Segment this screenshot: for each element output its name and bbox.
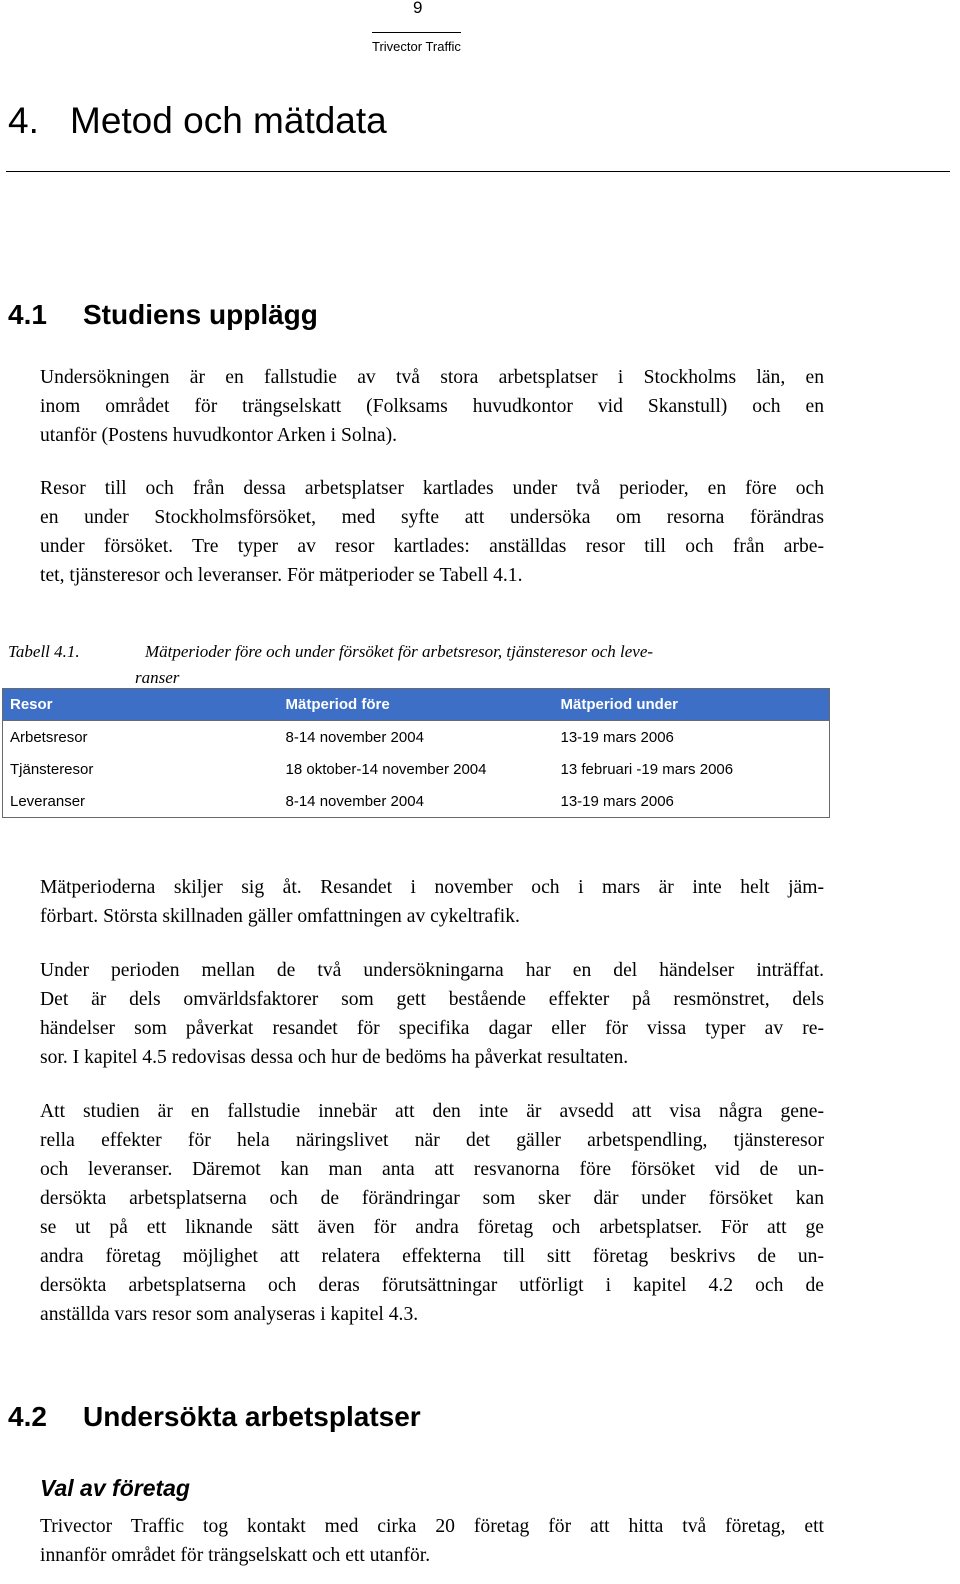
paragraph-line: tet, tjänsteresor och leveranser. För mätperioder se Tabell 4.1.	[40, 565, 523, 586]
paragraph-line: sor. I kapitel 4.5 redovisas dessa och hur de bedöms ha påverkat resultaten.	[40, 1047, 629, 1068]
table-cell: Leveranser	[10, 792, 86, 810]
table-cell: Arbetsresor	[10, 728, 88, 746]
table-row	[3, 721, 830, 754]
paragraph-line: Det är dels omvärldsfaktorer som gett bestående effekter på resmönstret, dels	[40, 989, 824, 1010]
paragraph-skillnader	[40, 873, 824, 931]
paragraph-val-av-foretag	[40, 1512, 824, 1570]
paragraph-line: dersökta arbetsplatserna och de förändringar som sker där under försöket kan	[40, 1188, 824, 1209]
paragraph-line: utanför (Postens huvudkontor Arken i Solna).	[40, 425, 398, 446]
paragraph-intro	[40, 363, 824, 450]
paragraph-line: Mätperioderna skiljer sig åt. Resandet i november och i mars är inte helt jäm-	[40, 877, 824, 898]
header-rule	[372, 32, 461, 33]
section-title: Undersökta arbetsplatser	[83, 1401, 421, 1432]
page-number: 9	[413, 0, 423, 17]
paragraph-line: se ut på ett liknande sätt även för andra företag och arbetsplatser. För att ge	[40, 1217, 824, 1238]
paragraph-resor	[40, 474, 824, 590]
paragraph-line: innanför området för trängselskatt och ett utanför.	[40, 1545, 431, 1566]
running-title: Trivector Traffic	[372, 39, 461, 54]
paragraph-line: Att studien är en fallstudie innebär att den inte är avsedd att visa några gene-	[40, 1101, 824, 1122]
column-header-fore: Mätperiod före	[279, 689, 554, 721]
section-heading-4-1	[8, 299, 318, 331]
paragraph-line: Resor till och från dessa arbetsplatser kartlades under två perioder, en före och	[40, 478, 824, 499]
column-header-under: Mätperiod under	[554, 689, 830, 721]
paragraph-line: händelser som påverkat resandet för specifika dagar eller för vissa typer av re-	[40, 1018, 824, 1039]
paragraph-line: och leveranser. Däremot kan man anta att resvanorna före försöket vid de un-	[40, 1159, 824, 1180]
table-cell: 8-14 november 2004	[285, 728, 424, 746]
paragraph-line: dersökta arbetsplatserna och deras förutsättningar utförligt i kapitel 4.2 och de	[40, 1275, 824, 1296]
chapter-title: Metod och mätdata	[70, 100, 387, 141]
section-number: 4.2	[8, 1401, 47, 1432]
paragraph-line: andra företag möjlighet att relatera effekterna till sitt företag beskrivs de un-	[40, 1246, 824, 1267]
chapter-heading	[8, 100, 387, 142]
table-caption-text-cont: ranser	[135, 668, 180, 687]
table-cell: 8-14 november 2004	[285, 792, 424, 810]
paragraph-line: Under perioden mellan de två undersökningarna har en del händelser inträffat.	[40, 960, 824, 981]
table-label: Tabell 4.1.	[8, 642, 80, 661]
table-cell: 13-19 mars 2006	[560, 792, 674, 810]
column-header-resor: Resor	[3, 689, 279, 721]
paragraph-line: under försöket. Tre typer av resor kartlades: anställdas resor till och från arbe-	[40, 536, 824, 557]
paragraph-line: rella effekter för hela näringslivet när det gäller arbetspendling, tjänsteresor	[40, 1130, 824, 1151]
table-cell: 18 oktober-14 november 2004	[285, 760, 487, 778]
table-row	[3, 785, 830, 818]
section-number: 4.1	[8, 299, 47, 330]
subheading-val-av-foretag: Val av företag	[40, 1475, 190, 1501]
paragraph-fallstudie	[40, 1097, 824, 1329]
table-cell: 13-19 mars 2006	[560, 728, 674, 746]
paragraph-line: inom området för trängselskatt (Folksams huvudkontor vid Skanstull) och en	[40, 396, 824, 417]
table-header-row	[3, 689, 830, 721]
table-cell: 13 februari -19 mars 2006	[560, 760, 734, 778]
section-heading-4-2	[8, 1401, 421, 1433]
paragraph-line: en under Stockholmsförsöket, med syfte att undersöka om resorna förändras	[40, 507, 824, 528]
paragraph-line: förbart. Största skillnaden gäller omfattningen av cykeltrafik.	[40, 906, 520, 927]
chapter-number: 4.	[8, 100, 39, 141]
table-row	[3, 753, 830, 785]
measurement-periods-table	[2, 688, 830, 818]
table-caption-text: Mätperioder före och under försöket för arbetsresor, tjänsteresor och leve-	[145, 642, 654, 661]
chapter-rule	[6, 171, 950, 172]
section-title: Studiens upplägg	[83, 299, 318, 330]
paragraph-handelser	[40, 956, 824, 1072]
paragraph-line: Undersökningen är en fallstudie av två stora arbetsplatser i Stockholms län, en	[40, 367, 824, 388]
paragraph-line: anställda vars resor som analyseras i kapitel 4.3.	[40, 1304, 419, 1325]
paragraph-line: Trivector Traffic tog kontakt med cirka 20 företag för att hitta två företag, ett	[40, 1516, 824, 1537]
table-cell: Tjänsteresor	[10, 760, 94, 778]
